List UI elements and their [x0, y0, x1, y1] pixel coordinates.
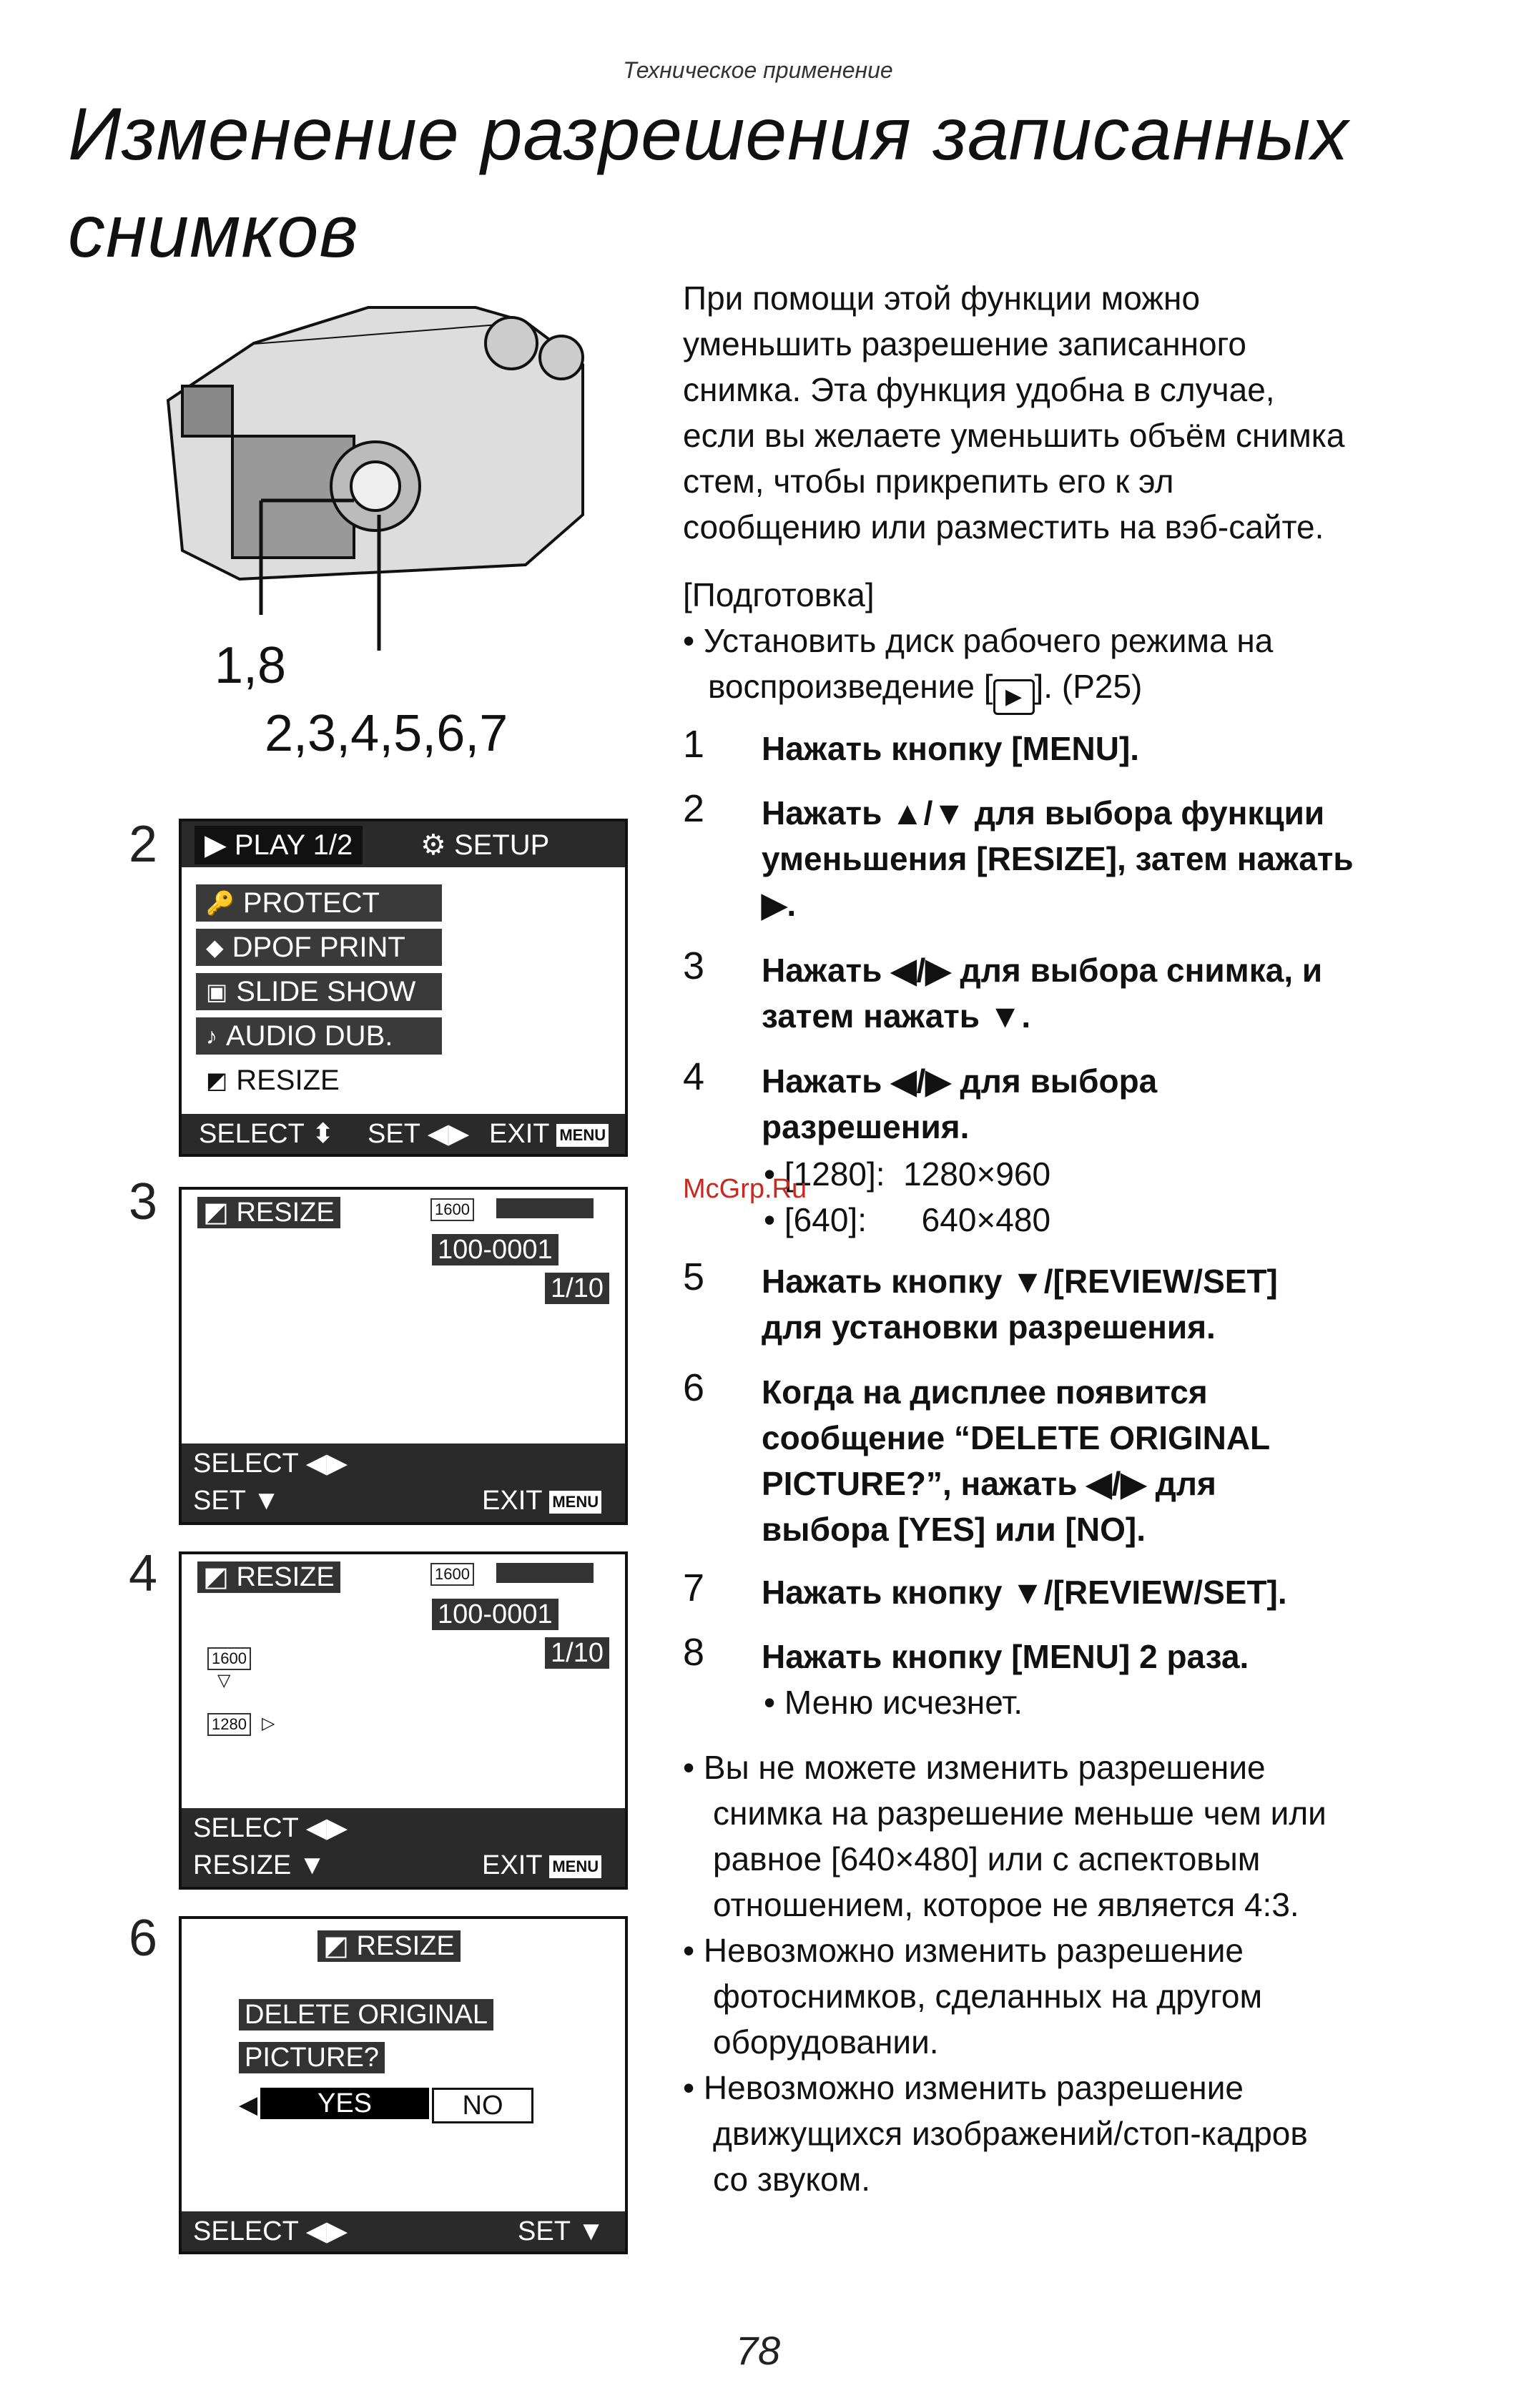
footer-set: SET ▼ [193, 1486, 280, 1516]
menu-button-icon: MENU [549, 1855, 601, 1878]
note-3: • Невозможно изменить разрешение движущихся изображений/стоп-кадров со звуком. [683, 2069, 1308, 2198]
resize-icon: ◩ [206, 1067, 228, 1093]
watermark: McGrp.Ru [683, 1174, 807, 1204]
menu-tab-bar [182, 821, 625, 867]
picture-count: 1/10 [545, 1637, 609, 1669]
preparation-line-1: • Установить диск рабочего режима на [683, 622, 1274, 659]
screen-6-number: 6 [129, 1910, 158, 1967]
intro-line: уменьшить разрешение записанного [683, 325, 1246, 362]
step-7-text: Нажать кнопку ▼/[REVIEW/SET]. [762, 1574, 1287, 1611]
menu-item-label: PROTECT [242, 887, 380, 919]
menu-item-audio-dub [196, 1017, 442, 1055]
footer-select: SELECT ◀▶ [193, 2216, 348, 2246]
intro-line: При помощи этой функции можно [683, 280, 1201, 317]
arrow-left-icon: ◀ [239, 2091, 258, 2118]
footer-select: SELECT ◀▶ [193, 1449, 348, 1479]
screen-4-footer [182, 1808, 625, 1887]
footer-exit: EXIT MENU [482, 1482, 601, 1519]
file-number: 100-0001 [432, 1599, 558, 1630]
microphone-icon: ♪ [206, 1023, 217, 1049]
quality-icon [496, 1563, 594, 1583]
dialog-line-1: DELETE ORIGINAL [239, 1999, 493, 2030]
resize-title: ◩ RESIZE [197, 1197, 340, 1228]
footer-select: SELECT ⬍ [199, 1119, 335, 1149]
step-1-number: 1 [683, 723, 705, 766]
key-icon: 🔑 [206, 890, 235, 916]
menu-item-label: DPOF PRINT [232, 932, 405, 963]
camera-illustration [154, 279, 597, 651]
footer-resize: RESIZE ▼ [193, 1850, 326, 1880]
option-yes: YES [260, 2088, 429, 2119]
resize-title: ◩ RESIZE [318, 1930, 461, 1962]
step-6-text: Когда на дисплее появится сообщение “DELETE ORIGINAL PICTURE?”, нажать ◀/▶ для выбора [YES] или [NO]. [762, 1373, 1271, 1548]
menu-item-label: AUDIO DUB. [226, 1020, 393, 1052]
tab-setup-label: SETUP [453, 829, 550, 861]
screen-2-number: 2 [129, 816, 158, 873]
resolution-option-new: 1280 [207, 1713, 251, 1736]
menu-button-icon: MENU [549, 1491, 601, 1514]
resolution-indicator: 1600 [430, 1198, 474, 1221]
step-6-number: 6 [683, 1366, 705, 1409]
footer-set: SET ◀▶ [368, 1119, 470, 1149]
screen-4-number: 4 [129, 1545, 158, 1602]
footer-exit: EXIT MENU [482, 1847, 601, 1884]
step-4-text: Нажать ◀/▶ для выбора разрешения. [762, 1062, 1158, 1145]
tab-play: ▶ PLAY 1/2 [195, 826, 363, 864]
resolution-option-current: 1600 [207, 1647, 251, 1670]
intro-line: снимка. Эта функция удобна в случае, [683, 371, 1275, 408]
note-1: • Вы не можете изменить разрешение снимка на разрешение меньше чем или равное [640×480] или с аспектовым отношением, которое не является 4:3. [683, 1749, 1326, 1923]
step-4-option-640: • [640]: 640×480 [764, 1201, 1051, 1238]
triangle-right-icon: ▷ [262, 1714, 275, 1733]
step-3-text: Нажать ◀/▶ для выбора снимка, и затем нажать ▼. [762, 952, 1323, 1035]
callout-1-8: 1,8 [215, 637, 287, 694]
print-icon: ◆ [206, 934, 224, 960]
footer-exit: EXIT MENU [489, 1114, 609, 1154]
step-8-text: Нажать кнопку [MENU] 2 раза. [762, 1638, 1249, 1675]
step-8-number: 8 [683, 1631, 705, 1674]
menu-item-resize [196, 1062, 420, 1099]
slideshow-icon: ▣ [206, 979, 228, 1005]
screen-2-footer [182, 1114, 625, 1154]
step-8-sub: • Меню исчезнет. [764, 1684, 1023, 1721]
triangle-down-icon: ▽ [217, 1671, 231, 1690]
step-4-option-1280: • [1280]: 1280×960 [764, 1155, 1051, 1193]
dialog-line-2: PICTURE? [239, 2042, 385, 2073]
screen-3-select-picture [179, 1187, 628, 1525]
screen-3-footer [182, 1444, 625, 1522]
resize-title: ◩ RESIZE [197, 1561, 340, 1593]
screen-4-select-resolution [179, 1551, 628, 1890]
screen-2-play-menu [179, 819, 628, 1157]
section-header: Техническое применение [623, 57, 893, 83]
menu-item-protect [196, 884, 442, 922]
option-no: NO [432, 2088, 533, 2123]
preparation-label: [Подготовка] [683, 576, 875, 613]
step-7-number: 7 [683, 1566, 705, 1609]
intro-paragraph [683, 275, 1344, 550]
page-number: 78 [735, 2328, 781, 2373]
step-3-number: 3 [683, 944, 705, 987]
intro-line: стем, чтобы прикрепить его к эл [683, 463, 1174, 500]
intro-line: если вы желаете уменьшить объём снимка [683, 417, 1345, 454]
play-icon: ▶ [993, 679, 1035, 715]
picture-count: 1/10 [545, 1273, 609, 1304]
page-title-line-1: Изменение разрешения записанных [68, 93, 1349, 176]
note-2: • Невозможно изменить разрешение фотоснимков, сделанных на другом оборудовании. [683, 1932, 1263, 2061]
resolution-indicator: 1600 [430, 1563, 474, 1586]
menu-item-label: SLIDE SHOW [236, 976, 416, 1007]
menu-item-label: RESIZE [236, 1065, 340, 1096]
screen-6-footer [182, 2211, 625, 2251]
step-1-text: Нажать кнопку [MENU]. [762, 730, 1140, 767]
quality-icon [496, 1198, 594, 1218]
step-5-number: 5 [683, 1255, 705, 1298]
tab-setup: ⚙ SETUP [420, 829, 550, 861]
step-5-text: Нажать кнопку ▼/[REVIEW/SET] для установки разрешения. [762, 1263, 1278, 1346]
menu-item-slide-show [196, 973, 442, 1010]
footer-set: SET ▼ [518, 2216, 605, 2246]
step-4-number: 4 [683, 1055, 705, 1098]
menu-item-dpof-print [196, 929, 442, 966]
menu-button-icon: MENU [556, 1124, 609, 1147]
page-title-line-2: снимков [68, 190, 359, 273]
tab-play-label: PLAY 1/2 [234, 829, 353, 861]
footer-select: SELECT ◀▶ [193, 1813, 348, 1843]
intro-line: сообщению или разместить на вэб-сайте. [683, 508, 1324, 546]
step-2-text: Нажать ▲/▼ для выбора функции уменьшения [RESIZE], затем нажать ▶. [762, 794, 1354, 923]
page-title [68, 86, 1349, 280]
callout-2-7: 2,3,4,5,6,7 [265, 705, 508, 762]
file-number: 100-0001 [432, 1234, 558, 1265]
screen-6-delete-original [179, 1916, 628, 2254]
step-2-number: 2 [683, 787, 705, 830]
preparation-line-2: воспроизведение [ ▶ ]. (P25) [708, 663, 1142, 715]
screen-3-number: 3 [129, 1173, 158, 1230]
